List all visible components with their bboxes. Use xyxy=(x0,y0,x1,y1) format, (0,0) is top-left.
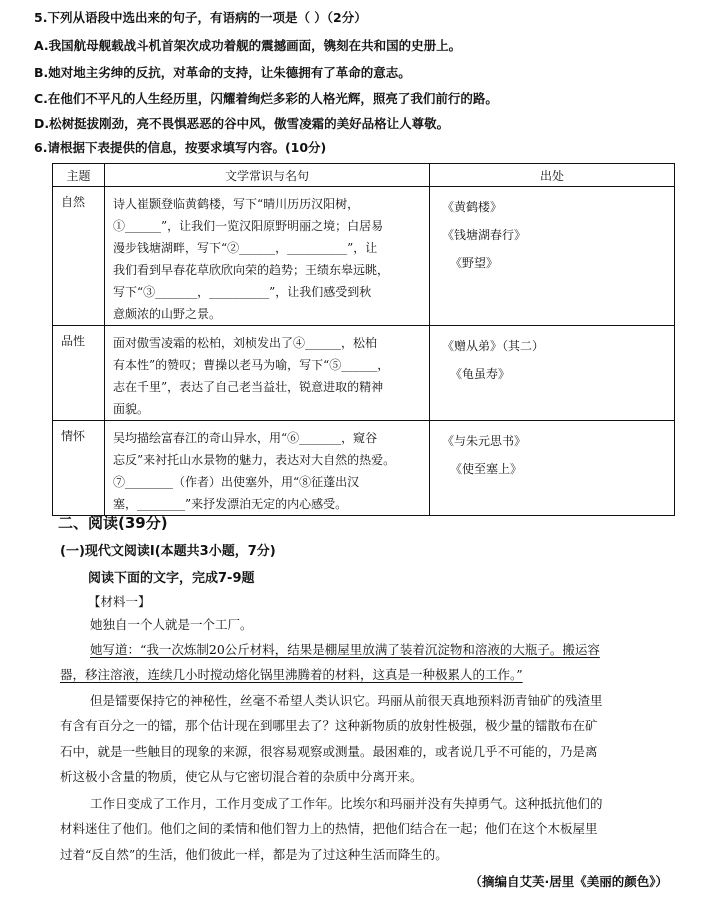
question-6-stem: 6.请根据下表提供的信息，按要求填写内容。(10分) xyxy=(34,140,327,155)
paragraph-4-line-3: 过着“反自然”的生活，他们彼此一样，都是为了过这种生活而降生的。 xyxy=(60,847,448,862)
excerpt-source: （摘编自艾芙·居里《美丽的颜色》） xyxy=(469,874,668,889)
question-5-stem: 5.下列从语段中选出来的句子，有语病的一项是（ ）（2分） xyxy=(34,10,367,25)
quote-lead: 她写道： xyxy=(90,642,141,657)
header-topic: 主题 xyxy=(53,164,105,187)
question-5-option-d: D.松树挺拔刚劲，亮不畏惧恶恶的谷中风，傲雪凌霜的美好品格让人尊敬。 xyxy=(34,116,450,131)
table-row xyxy=(53,326,675,421)
source-title: 《野望》 xyxy=(450,256,499,270)
header-content: 文学常识与名句 xyxy=(105,164,430,187)
content-line: 塞，________”来抒发漂泊无定的内心感受。 xyxy=(113,497,348,511)
content-line: 诗人崔颢登临黄鹤楼，写下“晴川历历汉阳树， xyxy=(113,197,360,211)
source-title: 《龟虽寿》 xyxy=(450,367,511,381)
quote-text: 器，移注溶液，连续几小时搅动熔化锅里沸腾着的材料，这真是一种极累人的工作。” xyxy=(60,667,523,682)
content-line: 志在千里”，表达了自己老当益壮，锐意进取的精神 xyxy=(113,380,384,394)
paragraph-2-line-2 xyxy=(60,666,523,684)
source-title: 《钱塘湖春行》 xyxy=(442,228,527,242)
paragraph-4-line-2: 材料迷住了他们。他们之间的柔情和他们智力上的热情，把他们结合在一起；他们在这个木板屋里 xyxy=(60,821,598,836)
row-source xyxy=(430,326,675,421)
source-title: 《黄鹤楼》 xyxy=(442,200,503,214)
content-line: 面对傲雪凌霜的松柏，刘桢发出了④______，松柏 xyxy=(113,336,378,350)
row-content xyxy=(105,421,430,516)
table-header-row xyxy=(53,164,675,187)
reading-instruction: 阅读下面的文字，完成7-9题 xyxy=(88,571,255,586)
row-topic: 自然 xyxy=(53,187,105,326)
table-row xyxy=(53,187,675,326)
row-topic: 情怀 xyxy=(53,421,105,516)
content-line: 我们看到早春花草欣欣向荣的趋势；王绩东皋远眺， xyxy=(113,263,390,277)
content-line: 写下“③_______，__________”，让我们感受到秋 xyxy=(113,285,372,299)
row-source xyxy=(430,421,675,516)
content-line: 漫步钱塘湖畔，写下“②______，__________”，让 xyxy=(113,241,378,255)
quote-text: “我一次炼制20公斤材料，结果是棚屋里放满了装着沉淀物和溶液的大瓶子。搬运容 xyxy=(140,642,600,657)
content-line: ①______”，让我们一览汉阳原野明丽之境；白居易 xyxy=(113,219,384,233)
section-title: 二、阅读(39分) xyxy=(58,514,168,532)
row-content xyxy=(105,187,430,326)
paragraph-2-line-1 xyxy=(90,641,600,659)
table-row xyxy=(53,421,675,516)
source-title: 《与朱元思书》 xyxy=(442,434,527,448)
question-5-option-a: A.我国航母舰载战斗机首架次成功着舰的震撼画面，镌刻在共和国的史册上。 xyxy=(34,38,462,53)
content-line: 吴均描绘富春江的奇山异水，用“⑥_______，窥谷 xyxy=(113,431,378,445)
header-source: 出处 xyxy=(430,164,675,187)
content-line: 有本性”的赞叹；曹操以老马为喻，写下“⑤______， xyxy=(113,358,390,372)
source-title: 《使至塞上》 xyxy=(450,462,523,476)
literature-table xyxy=(52,163,675,516)
row-topic: 品性 xyxy=(53,326,105,421)
source-title: 《赠从弟》（其二） xyxy=(442,339,545,353)
content-line: ⑦________（作者）出使塞外，用“⑧征蓬出汉 xyxy=(113,475,360,489)
content-line: 忘反”来衬托山水景物的魅力，表达对大自然的热爱。 xyxy=(113,453,396,467)
content-line: 意颇浓的山野之景。 xyxy=(113,307,222,321)
paragraph-1: 她独自一个人就是一个工厂。 xyxy=(90,617,253,632)
question-5-option-c: C.在他们不平凡的人生经历里，闪耀着绚烂多彩的人格光辉，照亮了我们前行的路。 xyxy=(34,91,498,106)
row-source xyxy=(430,187,675,326)
paragraph-3-line-4: 析这极小含量的物质，使它从与它密切混合着的杂质中分离开来。 xyxy=(60,769,423,784)
row-content xyxy=(105,326,430,421)
paragraph-3-line-3: 石中，就是一些触目的现象的来源，很容易观察或测量。最困难的，或者说几乎不可能的，乃是离 xyxy=(60,744,598,759)
paragraph-3-line-2: 有含有百分之一的镭，那个估计现在到哪里去了？这种新物质的放射性极强，极少量的镭散布在矿 xyxy=(60,718,598,733)
paragraph-3-line-1: 但是镭要保持它的神秘性，丝毫不希望人类认识它。玛丽从前很天真地预料沥青铀矿的残渣里 xyxy=(90,693,603,708)
question-5-option-b: B.她对地主劣绅的反抗，对革命的支持，让朱德拥有了革命的意志。 xyxy=(34,65,411,80)
subsection-title: (一)现代文阅读Ⅰ(本题共3小题，7分) xyxy=(60,544,276,559)
material-label: 【材料一】 xyxy=(88,594,151,609)
paragraph-4-line-1: 工作日变成了工作月，工作月变成了工作年。比埃尔和玛丽并没有失掉勇气。这种抵抗他们的 xyxy=(90,796,603,811)
content-line: 面貌。 xyxy=(113,402,150,416)
